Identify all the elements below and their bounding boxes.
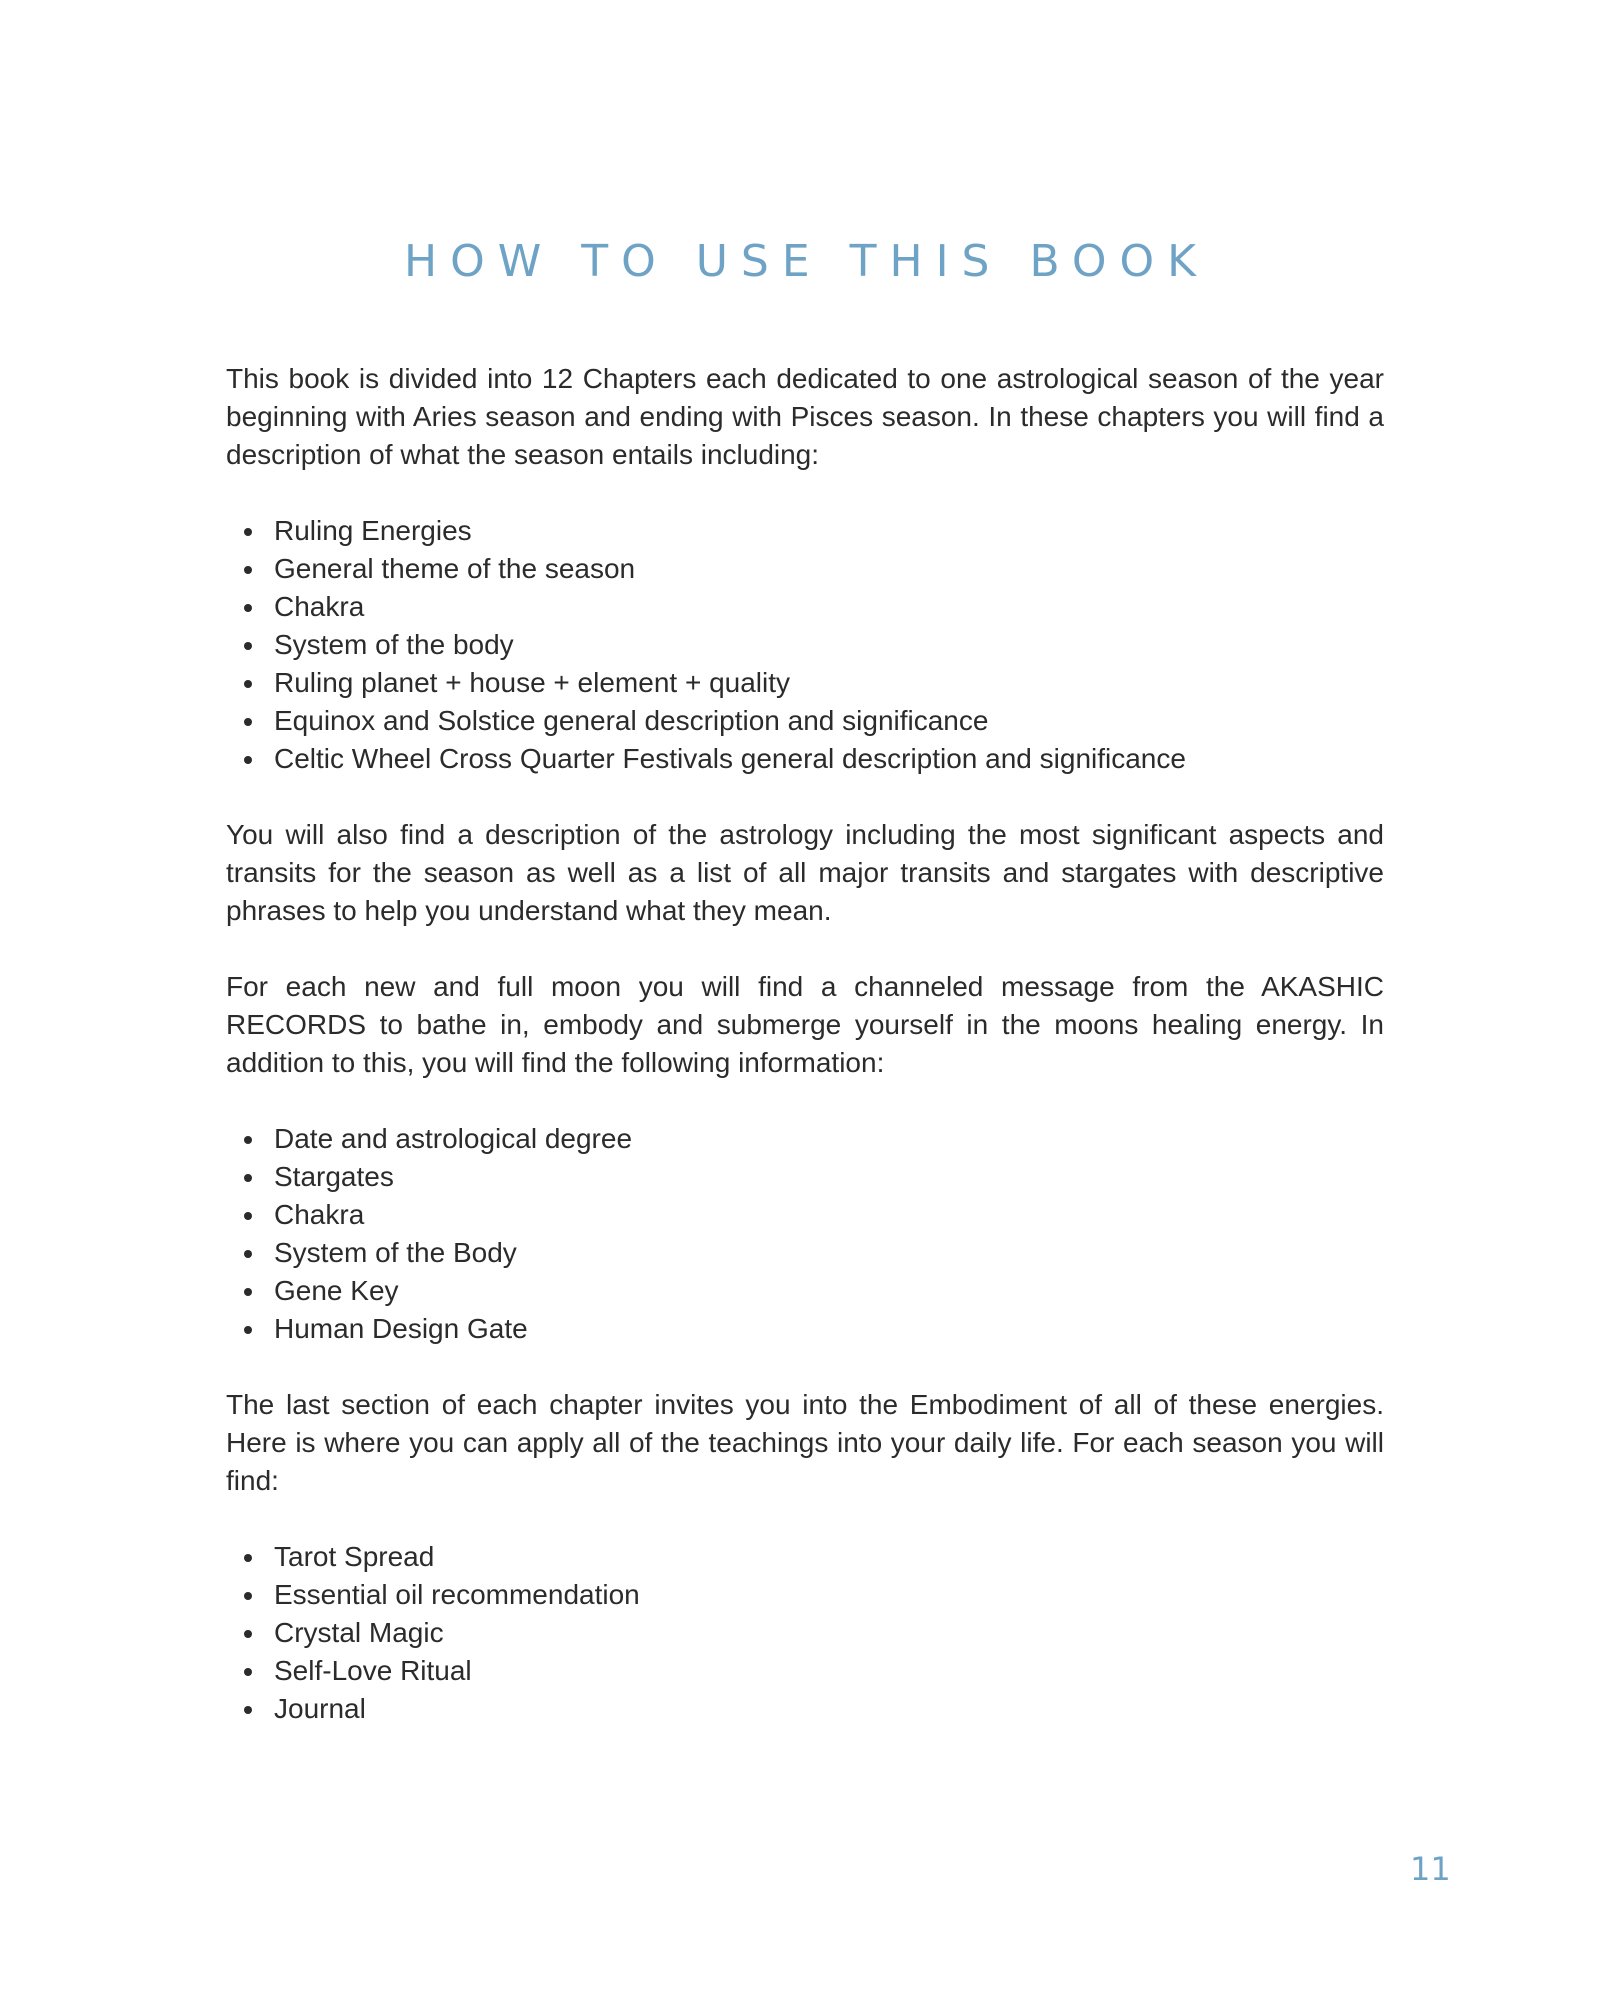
astrology-paragraph: You will also find a description of the astrology including the most significant aspects and transits for the season as well as a list of all major transits and stargates with descriptive phrases to help you understand what they mean. bbox=[226, 819, 1384, 926]
page-content bbox=[226, 360, 1384, 1766]
moon-info-list bbox=[226, 1120, 1384, 1348]
list-item: Journal bbox=[274, 1690, 1384, 1728]
list-item: Chakra bbox=[274, 1196, 1384, 1234]
intro-paragraph: This book is divided into 12 Chapters each dedicated to one astrological season of the year beginning with Aries season and ending with Pisces season. In these chapters you will find a description of what the season entails including: bbox=[226, 363, 1384, 470]
list-item: System of the body bbox=[274, 626, 1384, 664]
list-item: Equinox and Solstice general description and significance bbox=[274, 702, 1384, 740]
list-item: Self-Love Ritual bbox=[274, 1652, 1384, 1690]
page-title: HOW TO USE THIS BOOK bbox=[403, 236, 1209, 287]
list-item: Crystal Magic bbox=[274, 1614, 1384, 1652]
list-item: Essential oil recommendation bbox=[274, 1576, 1384, 1614]
list-item: Ruling Energies bbox=[274, 512, 1384, 550]
list-item: Ruling planet + house + element + quality bbox=[274, 664, 1384, 702]
list-item: Gene Key bbox=[274, 1272, 1384, 1310]
list-item: General theme of the season bbox=[274, 550, 1384, 588]
list-item: System of the Body bbox=[274, 1234, 1384, 1272]
season-contents-list bbox=[226, 512, 1384, 778]
list-item: Chakra bbox=[274, 588, 1384, 626]
embodiment-list bbox=[226, 1538, 1384, 1728]
list-item: Human Design Gate bbox=[274, 1310, 1384, 1348]
paragraph-spacer bbox=[226, 930, 1384, 968]
list-item: Tarot Spread bbox=[274, 1538, 1384, 1576]
list-item: Celtic Wheel Cross Quarter Festivals general description and significance bbox=[274, 740, 1384, 778]
moon-paragraph: For each new and full moon you will find a channeled message from the AKASHIC RECORDS to bathe in, embody and submerge yourself in the moons healing energy. In addition to this, you will find the following information: bbox=[226, 971, 1384, 1078]
page-number: 11 bbox=[1410, 1850, 1451, 1888]
list-item: Date and astrological degree bbox=[274, 1120, 1384, 1158]
list-item: Stargates bbox=[274, 1158, 1384, 1196]
embodiment-paragraph: The last section of each chapter invites you into the Embodiment of all of these energies. Here is where you can apply all of the teachings into your daily life. For each season you will find: bbox=[226, 1389, 1384, 1496]
